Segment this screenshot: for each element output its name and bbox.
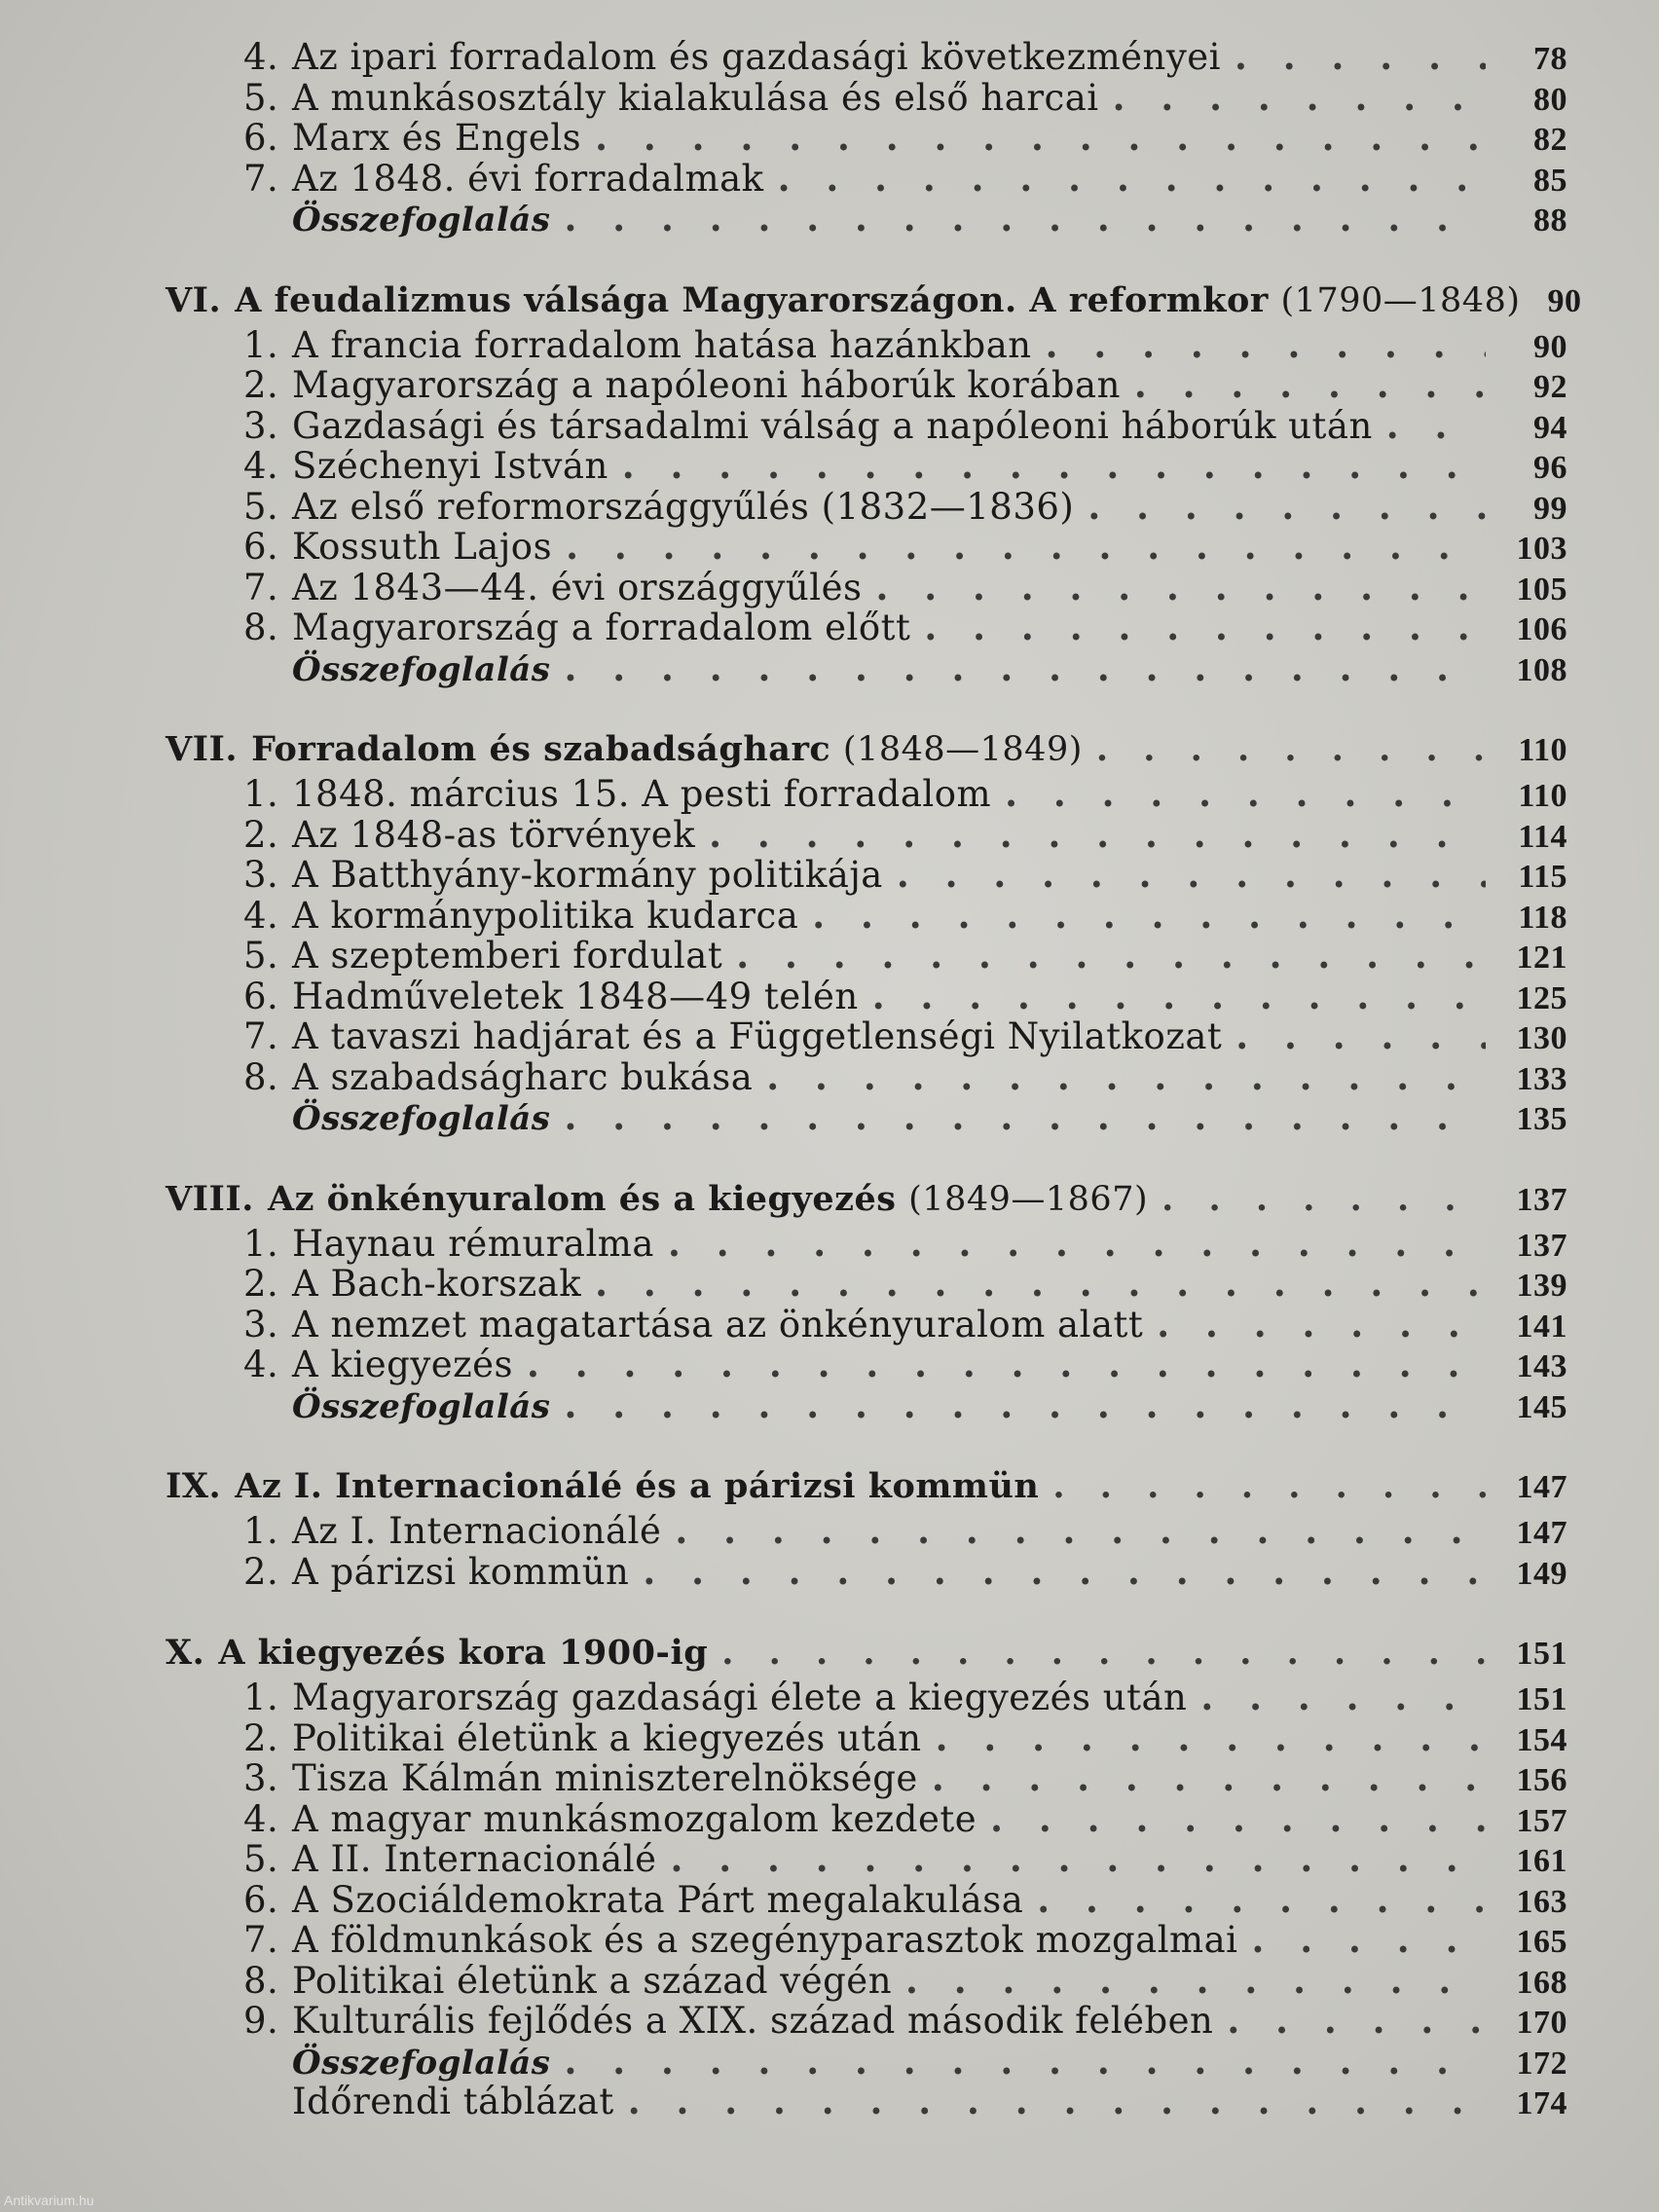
dot-leader xyxy=(932,1758,1486,1799)
entry-title: Gazdasági és társadalmi válság a napóleoni háborúk után xyxy=(292,404,1373,447)
page-number: 135 xyxy=(1516,1101,1567,1137)
dot-leader xyxy=(1235,37,1486,78)
dot-leader xyxy=(595,118,1486,159)
entry-number: 7. xyxy=(243,1919,279,1961)
dot-leader xyxy=(872,977,1486,1017)
entry-number: 1. xyxy=(243,1222,279,1265)
toc-entry xyxy=(166,487,1567,528)
entry-number: 6. xyxy=(243,526,279,568)
chapter-title: Az önkényuralom és a kiegyezés (1849—1867) xyxy=(267,1178,1149,1219)
page-number: 99 xyxy=(1533,490,1567,527)
page-number: 141 xyxy=(1516,1308,1567,1345)
dot-leader xyxy=(564,648,1486,689)
entry-title: Magyarország a napóleoni háborúk korában xyxy=(292,364,1121,406)
entry-number: 8. xyxy=(243,1055,279,1098)
toc-entry xyxy=(166,325,1567,366)
entry-number: 2. xyxy=(243,813,279,856)
entry-number: 4. xyxy=(243,1797,279,1840)
page-number: 172 xyxy=(1516,2045,1567,2082)
chapter-dates: (1790—1848) xyxy=(1280,280,1521,320)
page-number: 170 xyxy=(1516,2005,1567,2041)
page-number: 147 xyxy=(1516,1515,1567,1551)
page-number: 168 xyxy=(1516,1964,1567,2001)
page-number: 105 xyxy=(1516,571,1567,608)
entry-title: A kiegyezés xyxy=(292,1344,513,1385)
page-number: 94 xyxy=(1533,409,1567,446)
page-number: 103 xyxy=(1516,531,1567,567)
entry-number: 2. xyxy=(243,1263,279,1305)
entry-number: 6. xyxy=(243,1878,279,1921)
entry-title: A tavaszi hadjárat és a Függetlenségi Nyilatkozat xyxy=(292,1015,1223,1057)
toc-entry xyxy=(166,118,1567,159)
entry-title: Széchenyi István xyxy=(292,445,608,487)
entry-title: Összefoglalás xyxy=(292,2043,551,2083)
page-number: 108 xyxy=(1516,651,1567,688)
entry-title: Az első reformországgyűlés (1832—1836) xyxy=(292,485,1075,528)
entry-number: 3. xyxy=(243,1757,279,1799)
dot-leader xyxy=(990,1799,1486,1840)
entry-title: A II. Internacionálé xyxy=(292,1838,657,1880)
dot-leader xyxy=(1134,365,1486,406)
chapter-number: VIII. xyxy=(166,1178,254,1219)
entry-title: Hadműveletek 1848—49 telén xyxy=(292,975,859,1017)
toc-entry xyxy=(166,1677,1567,1718)
chapter-heading xyxy=(166,1175,1567,1224)
dot-leader xyxy=(736,936,1486,977)
chapter-title: Forradalom és szabadságharc (1848—1849) xyxy=(251,729,1083,769)
toc-entry xyxy=(166,2082,1567,2122)
entry-number: 5. xyxy=(243,935,279,977)
entry-title: A Szociáldemokrata Párt megalakulása xyxy=(292,1878,1024,1921)
entry-title: A földmunkások és a szegényparasztok mozgalmai xyxy=(292,1919,1238,1961)
dot-leader xyxy=(1386,406,1486,447)
page-number: 125 xyxy=(1516,979,1567,1016)
entry-title: Összefoglalás xyxy=(292,1386,551,1426)
toc-entry xyxy=(166,1880,1567,1921)
dot-leader xyxy=(527,1345,1486,1385)
chapter-number: VI. xyxy=(166,279,222,320)
dot-leader xyxy=(1200,1677,1486,1718)
chapter-dates: (1849—1867) xyxy=(908,1179,1149,1219)
toc-entry xyxy=(166,406,1567,447)
page-number: 90 xyxy=(1547,282,1582,319)
dot-leader xyxy=(1157,1305,1486,1346)
toc-entry xyxy=(166,1839,1567,1880)
entry-title: A Bach-korszak xyxy=(292,1263,582,1305)
toc-entry xyxy=(166,446,1567,487)
entry-title: A nemzet magatartása az önkényuralom alatt xyxy=(292,1303,1144,1346)
dot-leader xyxy=(564,2042,1486,2083)
entry-title: Magyarország gazdasági élete a kiegyezés után xyxy=(292,1677,1188,1718)
dot-leader xyxy=(564,199,1486,240)
entry-title: Magyarország a forradalom előtt xyxy=(292,607,911,648)
toc-entry xyxy=(166,1016,1567,1057)
entry-title: Kulturális fejlődés a XIX. század második felében xyxy=(292,2000,1214,2042)
entry-title: Összefoglalás xyxy=(292,1099,551,1138)
toc-entry xyxy=(166,365,1567,406)
entry-number: 4. xyxy=(243,445,279,487)
page-number: 145 xyxy=(1516,1388,1567,1425)
dot-leader xyxy=(1096,725,1486,774)
dot-leader xyxy=(628,2082,1486,2122)
page-number: 92 xyxy=(1533,369,1567,405)
toc-entry xyxy=(166,1920,1567,1961)
toc-entry xyxy=(166,815,1567,856)
dot-leader xyxy=(1046,325,1486,366)
dot-leader xyxy=(1037,1880,1486,1921)
dot-leader xyxy=(1252,1920,1486,1961)
page-number: 147 xyxy=(1516,1469,1567,1505)
page-number: 161 xyxy=(1516,1843,1567,1879)
toc-entry xyxy=(166,37,1567,78)
page-number: 121 xyxy=(1516,940,1567,976)
dot-leader xyxy=(897,855,1486,896)
entry-title: A párizsi kommün xyxy=(292,1550,630,1593)
entry-title: A Batthyány-kormány politikája xyxy=(292,854,883,896)
page-number: 110 xyxy=(1518,732,1567,768)
dot-leader xyxy=(1113,78,1486,119)
dot-leader xyxy=(905,1961,1486,2002)
toc-entry xyxy=(166,1224,1567,1265)
page-number: 154 xyxy=(1516,1721,1567,1758)
entry-number: 2. xyxy=(243,1716,279,1759)
entry-title: Kossuth Lajos xyxy=(292,526,553,568)
toc-entry xyxy=(166,1057,1567,1098)
entry-title: 1848. március 15. A pesti forradalom xyxy=(292,773,992,815)
page-number: 106 xyxy=(1516,611,1567,647)
page-number: 157 xyxy=(1516,1802,1567,1839)
entry-title: Az 1848. évi forradalmak xyxy=(292,157,764,200)
dot-leader xyxy=(1227,2001,1486,2042)
page-number: 165 xyxy=(1516,1924,1567,1960)
toc-section xyxy=(166,37,1567,240)
dot-leader xyxy=(668,1224,1486,1265)
page-number: 143 xyxy=(1516,1348,1567,1384)
entry-number: 3. xyxy=(243,854,279,896)
page-number: 90 xyxy=(1533,328,1567,365)
entry-number: 4. xyxy=(243,36,279,78)
toc-entry xyxy=(166,1511,1567,1552)
toc-entry xyxy=(166,774,1567,815)
toc-entry xyxy=(166,1345,1567,1385)
dot-leader xyxy=(564,1385,1486,1426)
page-number: 137 xyxy=(1516,1227,1567,1264)
page-number: 149 xyxy=(1516,1555,1567,1592)
chapter-title: A feudalizmus válsága Magyarországon. A reformkor (1790—1848) xyxy=(235,279,1521,320)
toc-entry xyxy=(166,568,1567,608)
chapter-number: IX. xyxy=(166,1466,222,1506)
toc-entry xyxy=(166,159,1567,200)
entry-number: 3. xyxy=(243,404,279,447)
entry-number: 6. xyxy=(243,117,279,159)
summary-entry xyxy=(166,648,1567,689)
page-number: 110 xyxy=(1518,778,1567,814)
entry-title: Az 1843—44. évi országgyűlés xyxy=(292,566,863,608)
dot-leader xyxy=(566,527,1486,568)
page-number: 133 xyxy=(1516,1060,1567,1097)
toc-section xyxy=(166,276,1582,689)
page-number: 85 xyxy=(1533,162,1567,199)
entry-title: Tisza Kálmán miniszterelnöksége xyxy=(292,1757,918,1799)
page-number: 156 xyxy=(1516,1762,1567,1798)
page-number: 115 xyxy=(1518,859,1567,895)
entry-number: 5. xyxy=(243,485,279,528)
dot-leader xyxy=(1235,1016,1486,1057)
entry-number: 1. xyxy=(243,1510,279,1552)
entry-number: 7. xyxy=(243,566,279,608)
toc-entry xyxy=(166,2001,1567,2042)
entry-title: Politikai életünk a kiegyezés után xyxy=(292,1716,922,1759)
toc-section xyxy=(166,1175,1567,1426)
dot-leader xyxy=(622,446,1486,487)
page-number: 78 xyxy=(1533,41,1567,77)
chapter-heading xyxy=(166,1629,1567,1677)
entry-title: A munkásosztály kialakulása és első harcai xyxy=(292,76,1099,119)
toc-entry xyxy=(166,527,1567,568)
entry-title: A szabadságharc bukása xyxy=(292,1055,754,1098)
toc-entry xyxy=(166,936,1567,977)
dot-leader xyxy=(721,1629,1486,1677)
entry-title: Marx és Engels xyxy=(292,117,582,159)
toc-entry xyxy=(166,1961,1567,2002)
entry-number: 4. xyxy=(243,1344,279,1385)
page-number: 118 xyxy=(1518,899,1567,936)
page-number: 151 xyxy=(1516,1636,1567,1672)
entry-title: Összefoglalás xyxy=(292,649,551,689)
entry-title: Az 1848-as törvények xyxy=(292,813,696,856)
summary-entry xyxy=(166,1097,1567,1138)
entry-number: 8. xyxy=(243,1959,279,2002)
entry-title: Haynau rémuralma xyxy=(292,1222,654,1265)
entry-title: Időrendi táblázat xyxy=(292,2081,614,2122)
page-number: 114 xyxy=(1518,818,1567,855)
entry-title: Az I. Internacionálé xyxy=(292,1510,662,1552)
entry-number: 9. xyxy=(243,2000,279,2042)
dot-leader xyxy=(709,815,1486,856)
dot-leader xyxy=(670,1839,1486,1880)
summary-entry xyxy=(166,199,1567,240)
toc-entry xyxy=(166,1264,1567,1305)
chapter-title: Az I. Internacionálé és a párizsi kommün xyxy=(235,1466,1040,1506)
dot-leader xyxy=(1161,1175,1486,1224)
page-number: 82 xyxy=(1533,122,1567,158)
entry-number: 1. xyxy=(243,323,279,366)
toc-entry xyxy=(166,1758,1567,1799)
dot-leader xyxy=(778,159,1486,200)
chapter-title: A kiegyezés kora 1900-ig xyxy=(218,1633,709,1673)
entry-title: A szeptemberi fordulat xyxy=(292,935,723,977)
entry-number: 2. xyxy=(243,1550,279,1593)
page-number: 96 xyxy=(1533,450,1567,486)
page-number: 139 xyxy=(1516,1268,1567,1304)
entry-title: Politikai életünk a század végén xyxy=(292,1959,893,2002)
toc-entry xyxy=(166,608,1567,648)
page-number: 137 xyxy=(1516,1181,1567,1218)
toc-entry xyxy=(166,1799,1567,1840)
toc-entry xyxy=(166,1552,1567,1593)
entry-number: 8. xyxy=(243,607,279,648)
toc-entry xyxy=(166,896,1567,937)
page-number: 151 xyxy=(1516,1681,1567,1717)
page-number: 174 xyxy=(1516,2085,1567,2121)
toc-entry xyxy=(166,1718,1567,1759)
entry-number: 3. xyxy=(243,1303,279,1346)
watermark: Antikvarium.hu xyxy=(4,2193,94,2208)
entry-number: 4. xyxy=(243,894,279,937)
chapter-dates: (1848—1849) xyxy=(842,730,1083,769)
toc-entry xyxy=(166,1305,1567,1346)
page-number: 80 xyxy=(1533,81,1567,118)
dot-leader xyxy=(643,1552,1486,1593)
toc-section xyxy=(166,725,1567,1138)
entry-title: A magyar munkásmozgalom kezdete xyxy=(292,1797,977,1840)
chapter-heading xyxy=(166,276,1582,325)
dot-leader xyxy=(875,568,1486,608)
page-number: 163 xyxy=(1516,1883,1567,1920)
page-number: 130 xyxy=(1516,1020,1567,1056)
dot-leader xyxy=(1052,1462,1486,1511)
dot-leader xyxy=(1005,774,1486,815)
page-number: 88 xyxy=(1533,203,1567,239)
toc-section xyxy=(166,1629,1567,2122)
table-of-contents xyxy=(166,36,1582,2159)
entry-title: A francia forradalom hatása hazánkban xyxy=(292,323,1032,366)
dot-leader xyxy=(595,1264,1486,1305)
entry-number: 5. xyxy=(243,1838,279,1880)
entry-title: Az ipari forradalom és gazdasági következményei xyxy=(292,36,1222,78)
dot-leader xyxy=(924,608,1486,648)
entry-number: 1. xyxy=(243,1677,279,1718)
entry-title: A kormánypolitika kudarca xyxy=(292,894,799,937)
entry-number: 7. xyxy=(243,1015,279,1057)
entry-number: 2. xyxy=(243,364,279,406)
dot-leader xyxy=(766,1057,1486,1098)
toc-entry xyxy=(166,78,1567,119)
summary-entry xyxy=(166,2042,1567,2083)
dot-leader xyxy=(812,896,1486,937)
dot-leader xyxy=(675,1511,1486,1552)
dot-leader xyxy=(1088,487,1486,528)
chapter-number: X. xyxy=(166,1633,205,1673)
summary-entry xyxy=(166,1385,1567,1426)
chapter-heading xyxy=(166,1462,1567,1511)
entry-number: 7. xyxy=(243,157,279,200)
toc-entry xyxy=(166,855,1567,896)
entry-title: Összefoglalás xyxy=(292,201,551,240)
entry-number: 5. xyxy=(243,76,279,119)
chapter-number: VII. xyxy=(166,729,239,769)
chapter-heading xyxy=(166,725,1567,774)
dot-leader xyxy=(936,1718,1486,1759)
toc-section xyxy=(166,1462,1567,1592)
dot-leader xyxy=(564,1097,1486,1138)
entry-number: 1. xyxy=(243,773,279,815)
entry-number: 6. xyxy=(243,975,279,1017)
toc-entry xyxy=(166,977,1567,1017)
